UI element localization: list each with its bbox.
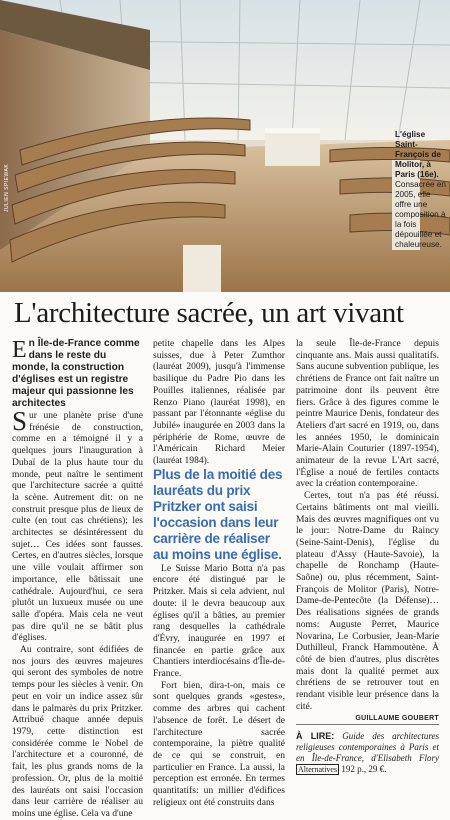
column-2 [153,338,285,809]
paragraph: Le Suisse Mario Botta n'a pas encore été distingué par le Pritzker. Mais si cela advient, nul doute: il le devra beaucoup aux églises qu'il a bâties, au premier rang desquelles la cathédrale d'Évry, inaugurée en 1997 et financée en partie grâce aux Chantiers interdiocésains d'Île-de-France. [153,562,285,680]
lead-dropcap: E [12,337,27,363]
book-details: 192 p., 29 €. [341,764,387,775]
column-1 [12,338,143,820]
photo-caption [395,130,447,250]
further-reading [296,724,439,775]
author-signature: GUILLAUME GOUBERT [355,714,439,722]
publisher-tag: Alternatives [298,765,338,775]
paragraph: la seule Île-de-France depuis cinquante ans. Mais aussi qualitatifs. Sans aucune subvention publique, les chrétiens de France ont fait naître un patrimoine dont ils peuvent être fiers. Grâce à des figures comme le peintre Maurice Denis, fondateur des Ateliers d'art sacré en 1919, ou, dans les années 1950, le dominicain Marie-Alain Couturier (1897-1954), animateur de la revue L'Art sacré, l'Église a noué de fertiles contacts avec la création contemporaine. [296,338,439,490]
body-dropcap: S [12,406,28,436]
lead-text: n Île-de-France comme dans le reste du monde, la construction d'églises est un registre majeur qui passionne les architectes [12,338,140,409]
column-3 [296,338,439,775]
further-reading-label: À LIRE: [296,731,335,742]
book-title: Guide des architectures religieuses contemporaines à Paris et en Île-de-France, d'Elisabeth Flory [296,731,439,764]
article-headline: L'architecture sacrée, un art vivant [14,297,404,329]
caption-title: L'église Saint-François de Molitor, à Paris (16e). [395,130,441,179]
caption-body: Consacrée en 2005, elle offre une composition à la fois dépouillée et chaleureuse. [395,180,446,249]
paragraph: Fort bien, dira-t-on, mais ce sont quelques grands «gestes», comme des arbres qui cachent l'absence de forêt. Le désert de l'architecture sacrée contemporaine, la piètre qualité de ce qui se construit, en particulier en France. La aussi, la perception est erronée. En termes quantitatifs: un millier d'édifices religieux ont été construits dans [153,679,285,808]
paragraph: Au contraire, sont édifiées de nos jours des œuvres majeures qui seront des symboles de notre temps pour les siècles à venir. On peut en voir un indice assez sûr dans le palmarès du prix Pritzker. Attribué chaque année depuis 1979, cette distinction est considérée comme le Nobel de l'architecture et a couronné, de fait, les plus grands noms de la profession. Or, plus de la moitié des lauréats ont saisi l'occasion dans leur carrière de réaliser au moins une église. Cela va d'une [12,644,143,819]
church-interior-illustration [0,0,450,292]
photo-credit: JULIEN SPIEWAK [4,163,10,212]
paragraph: petite chapelle dans les Alpes suisses, due à Peter Zumthor (lauréat 2009), jusqu'à l'immense basilique du Padre Pio dans les Pouilles italiennes, réalisée par Renzo Piano (lauréat 1998), en passant par l'étonnante «église du Jubilé» inaugurée en 2003 dans la périphérie de Rome, œuvre de l'Américain Richard Meier (lauréat 1984). [153,338,285,467]
article-lead [12,338,143,410]
paragraph: Certes, tout n'a pas été réussi. Certains bâtiments ont mal vieilli. Mais des œuvres magnifiques ont vu le jour: Notre-Dame du Raincy (Seine-Saint-Denis), l'église du plateau d'Assy (Haute-Savoie), la chapelle de Ronchamp (Haute-Saône) ou, plus récemment, Saint-François de Molitor (Paris), Notre-Dame-de-Pentecôte (la Défense)… Des réalisations signées de grands noms: Auguste Perret, Maurice Novarina, Le Corbusier, Jean-Marie Duthilleul, Franck Hammoutène. À côté de bien d'autres, plus discrètes mais dont la qualité permet aux chrétiens de se retrouver tout en rendant visible leur présence dans la cité. [296,490,439,712]
paragraph-text: ur une planète prise d'une frénésie de construction, comme en a témoigné il y a quelques jours l'inauguration à Dubaï de la plus haute tour du monde, peut naître le sentiment que l'architecture sacrée a quitté la scène. Autrement dit: on ne construit presque plus de lieux de culte (en tout cas chrétiens); les architectes se désintéressent du sujet… Ces idées sont fausses. Certes, en d'autres siècles, lorsque une ville voulait affirmer son importance, elle bâtissait une cathédrale. Aujourd'hui, ce sera plutôt un luxueux musée ou une salle d'opéra. Mais cela ne veut pas dire qu'il ne se bâtit plus d'églises. [12,410,143,644]
pull-quote: Plus de la moitié des lauréats du prix Pritzker ont saisi l'occasion dans leur carrière de réaliser au moins une église. [153,466,283,562]
paragraph [12,406,143,644]
church-photo [0,0,450,292]
